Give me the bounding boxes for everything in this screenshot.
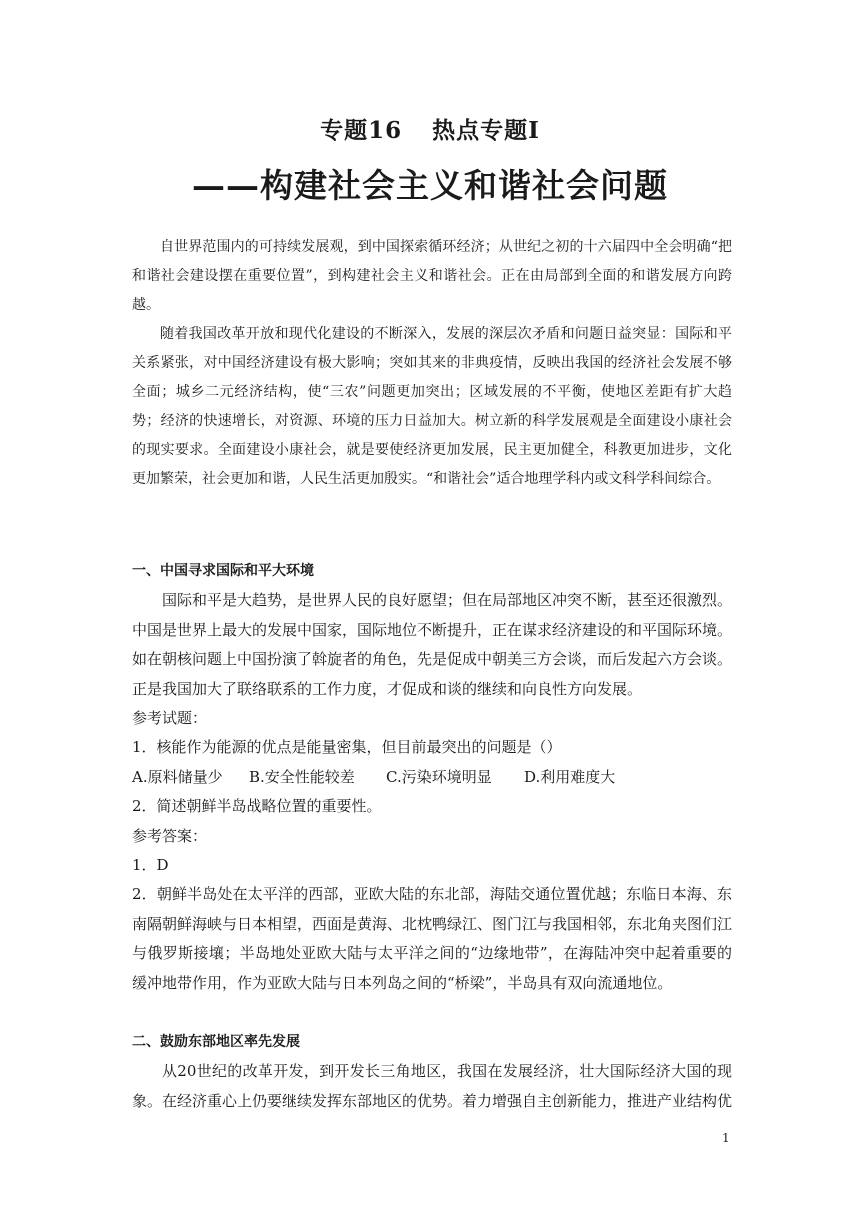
answer-1: 1．D xyxy=(132,856,169,875)
question-2: 2．简述朝鲜半岛战略位置的重要性。 xyxy=(132,797,382,816)
intro-paragraph: 随着我国改革开放和现代化建设的不断深入，发展的深层次矛盾和问题日益突显：国际和平关系紧张，对中国经济建设有极大影响；突如其来的非典疫情，反映出我国的经济社会发展不够全面；城乡二元经济结构，使“三农”问题更加突出；区域发展的不平衡，使地区差距有扩大趋势；经济的快速增长，对资源、环境的压力日益加大。树立新的科学发展观是全面建设小康社会的现实要求。全面建设小康社会，就是要使经济更加发展，民主更加健全，科教更加进步，文化更加繁荣，社会更加和谐，人民生活更加殷实。“和谐社会”适合地理学科内或文科学科间综合。 xyxy=(132,326,732,487)
section-body: 从20世纪的改革开发，到开发长三角地区，我国在发展经济，壮大国际经济大国的现象。在经济重心上仍要继续发挥东部地区的优势。着力增强自主创新能力，推进产业结构优 xyxy=(132,1062,733,1110)
ref-questions-label: 参考试题： xyxy=(132,709,208,728)
intro-block xyxy=(132,233,732,494)
question-1-options xyxy=(132,763,732,792)
question-1: 1．核能作为能源的优点是能量密集，但目前最突出的问题是（） xyxy=(132,738,562,757)
option-c: C.污染环境明显 xyxy=(386,767,492,786)
option-a: A.原料储量少 xyxy=(132,767,223,786)
section-1 xyxy=(132,557,732,998)
intro-paragraph: 自世界范围内的可持续发展观，到中国探索循环经济；从世纪之初的十六届四中全会明确“把和谐社会建设摆在重要位置”，到构建社会主义和谐社会。正在由局部到全面的和谐发展方向跨越。 xyxy=(132,239,732,313)
answer-2: 2．朝鲜半岛处在太平洋的西部，亚欧大陆的东北部，海陆交通位置优越；东临日本海、东南隔朝鲜海峡与日本相望，西面是黄海、北枕鸭绿江、图门江与我国相邻，东北角夹图们江与俄罗斯接壤；半岛地处亚欧大陆与太平洋之间的“边缘地带”，在海陆冲突中起着重要的缓冲地带作用，作为亚欧大陆与日本列岛之间的“桥梁”，半岛具有双向流通地位。 xyxy=(132,885,733,992)
option-b: B.安全性能较差 xyxy=(249,767,355,786)
document-title xyxy=(0,112,860,145)
title-topic-name: 热点专题I xyxy=(432,117,540,144)
document-subtitle: ——构建社会主义和谐社会问题 xyxy=(192,166,668,205)
title-topic-number: 专题16 xyxy=(320,117,403,144)
option-d: D.利用难度大 xyxy=(524,767,616,786)
section-body: 国际和平是大趋势，是世界人民的良好愿望；但在局部地区冲突不断，甚至还很激烈。中国是世界上最大的发展中国家，国际地位不断提升，正在谋求经济建设的和平国际环境。如在朝核问题上中国扮演了斡旋者的角色，先是促成中朝美三方会谈，而后发起六方会谈。正是我国加大了联络联系的工作力度，才促成和谈的继续和向良性方向发展。 xyxy=(132,591,733,698)
page-number: 1 xyxy=(722,1131,730,1145)
section-heading: 二、鼓励东部地区率先发展 xyxy=(132,1034,300,1050)
section-heading: 一、中国寻求国际和平大环境 xyxy=(132,563,314,579)
section-2 xyxy=(132,1028,732,1116)
ref-answers-label: 参考答案： xyxy=(132,826,208,845)
